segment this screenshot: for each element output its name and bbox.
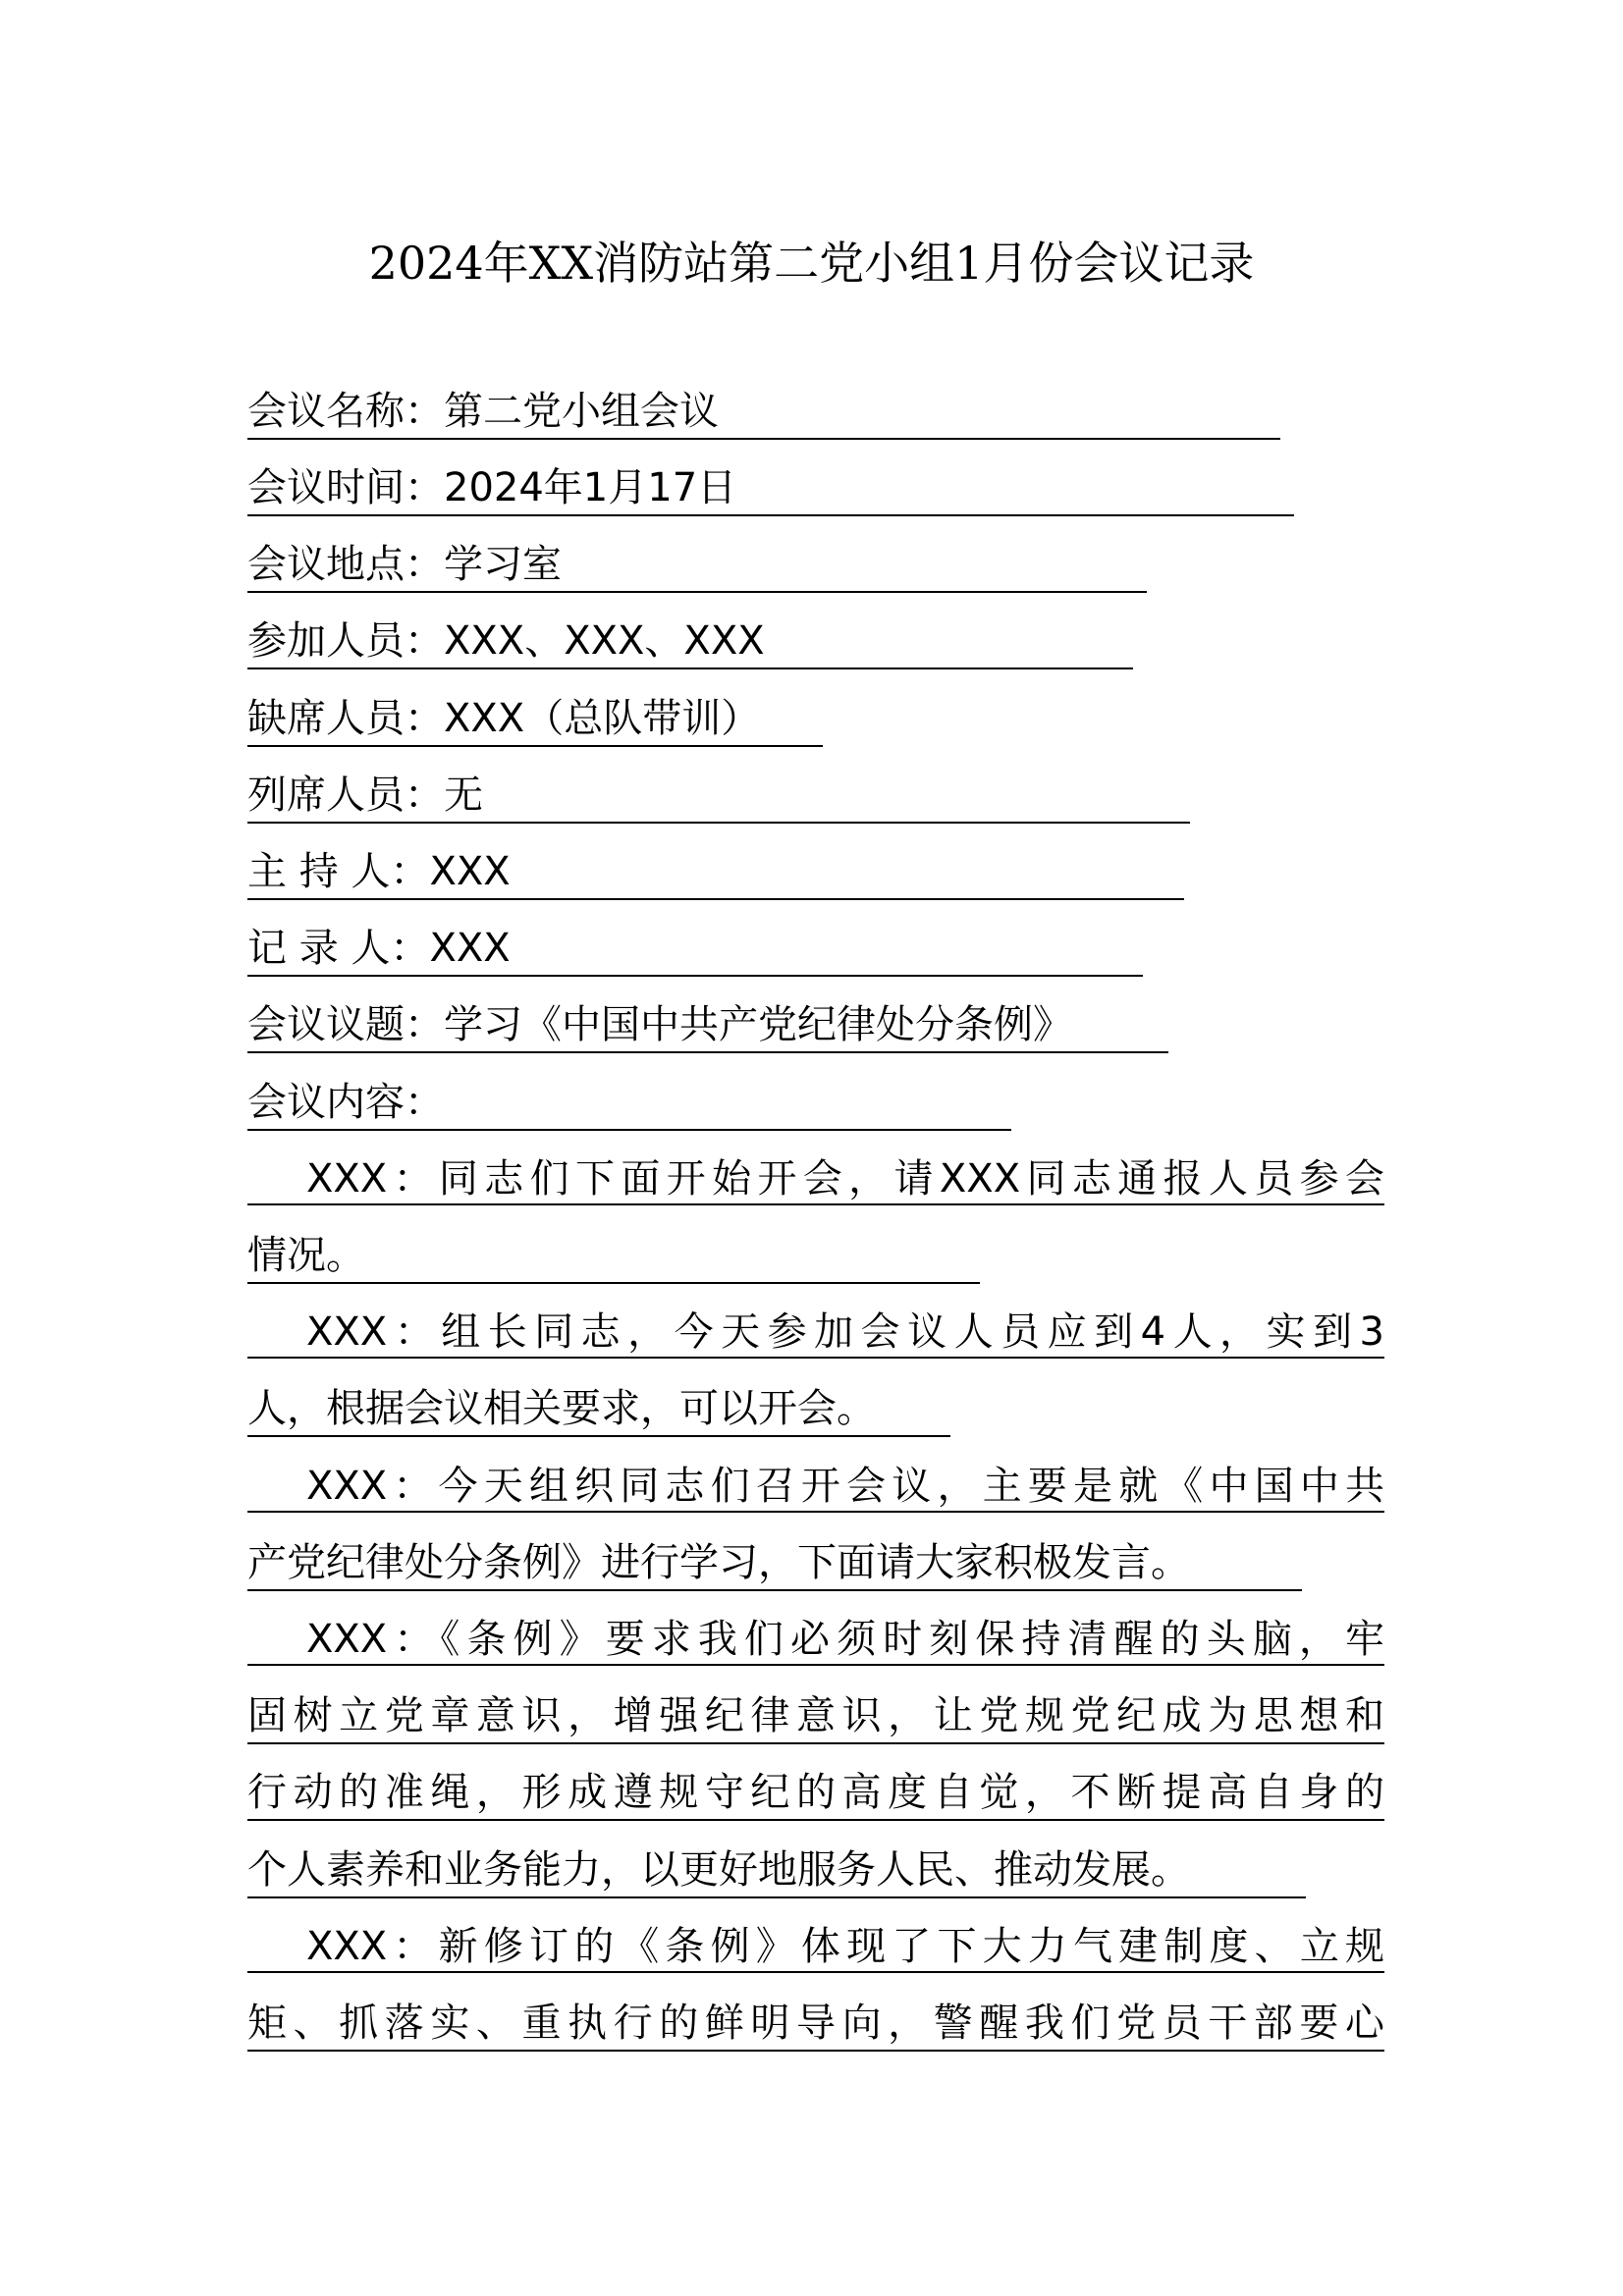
field-value: XXX [429, 926, 511, 971]
content-line: 行动的准绳，形成遵规守纪的高度自觉，不断提高自身的 [247, 1766, 1384, 1821]
content-line: XXX：组长同志，今天参加会议人员应到4人，实到3 [247, 1306, 1384, 1359]
field-value: 第二党小组会议 [444, 389, 719, 434]
content-line: 矩、抓落实、重执行的鲜明导向，警醒我们党员干部要心 [247, 1997, 1384, 2052]
field-label: 会议时间： [247, 465, 444, 510]
content-line: XXX：今天组织同志们召开会议，主要是就《中国中共 [247, 1460, 1384, 1513]
field-topic [247, 998, 1168, 1053]
field-meeting-time [247, 461, 1294, 516]
field-meeting-location [247, 538, 1147, 593]
field-label: 列席人员： [247, 773, 444, 818]
content-line: 产党纪律处分条例》进行学习，下面请大家积极发言。 [247, 1536, 1302, 1591]
field-meeting-name [247, 385, 1280, 440]
field-label: 会议议题： [247, 1002, 444, 1047]
content-line: XXX：同志们下面开始开会，请XXX同志通报人员参会 [247, 1152, 1384, 1205]
field-value: 无 [444, 773, 483, 818]
field-label: 会议内容： [247, 1080, 444, 1125]
field-observers [247, 769, 1190, 824]
document-title: 2024年XX消防站第二党小组1月份会议记录 [368, 237, 1255, 290]
field-absentees [247, 692, 823, 747]
field-value: 学习室 [444, 542, 562, 587]
field-value: XXX [429, 849, 511, 894]
content-line: 情况。 [247, 1229, 980, 1284]
field-recorder [247, 922, 1143, 977]
field-label: 会议名称： [247, 389, 444, 434]
content-line: XXX：新修订的《条例》体现了下大力气建制度、立规 [247, 1920, 1384, 1973]
field-attendees [247, 614, 1133, 669]
field-value: XXX（总队带训） [444, 696, 761, 741]
field-label: 参加人员： [247, 618, 444, 664]
field-value: 学习《中国中共产党纪律处分条例》 [444, 1002, 1072, 1047]
field-host [247, 845, 1184, 900]
content-line: XXX：《条例》要求我们必须时刻保持清醒的头脑，牢 [247, 1613, 1384, 1666]
field-label: 主 持 人： [247, 849, 430, 894]
field-value: 2024年1月17日 [444, 465, 737, 510]
field-label: 缺席人员： [247, 696, 444, 741]
content-line: 人，根据会议相关要求，可以开会。 [247, 1382, 950, 1437]
field-label: 会议地点： [247, 542, 444, 587]
field-value: XXX、XXX、XXX [444, 618, 765, 664]
content-line: 个人素养和业务能力，以更好地服务人民、推动发展。 [247, 1843, 1306, 1898]
field-content-label [247, 1076, 1011, 1131]
content-line: 固树立党章意识，增强纪律意识，让党规党纪成为思想和 [247, 1689, 1384, 1744]
field-label: 记 录 人： [247, 926, 430, 971]
